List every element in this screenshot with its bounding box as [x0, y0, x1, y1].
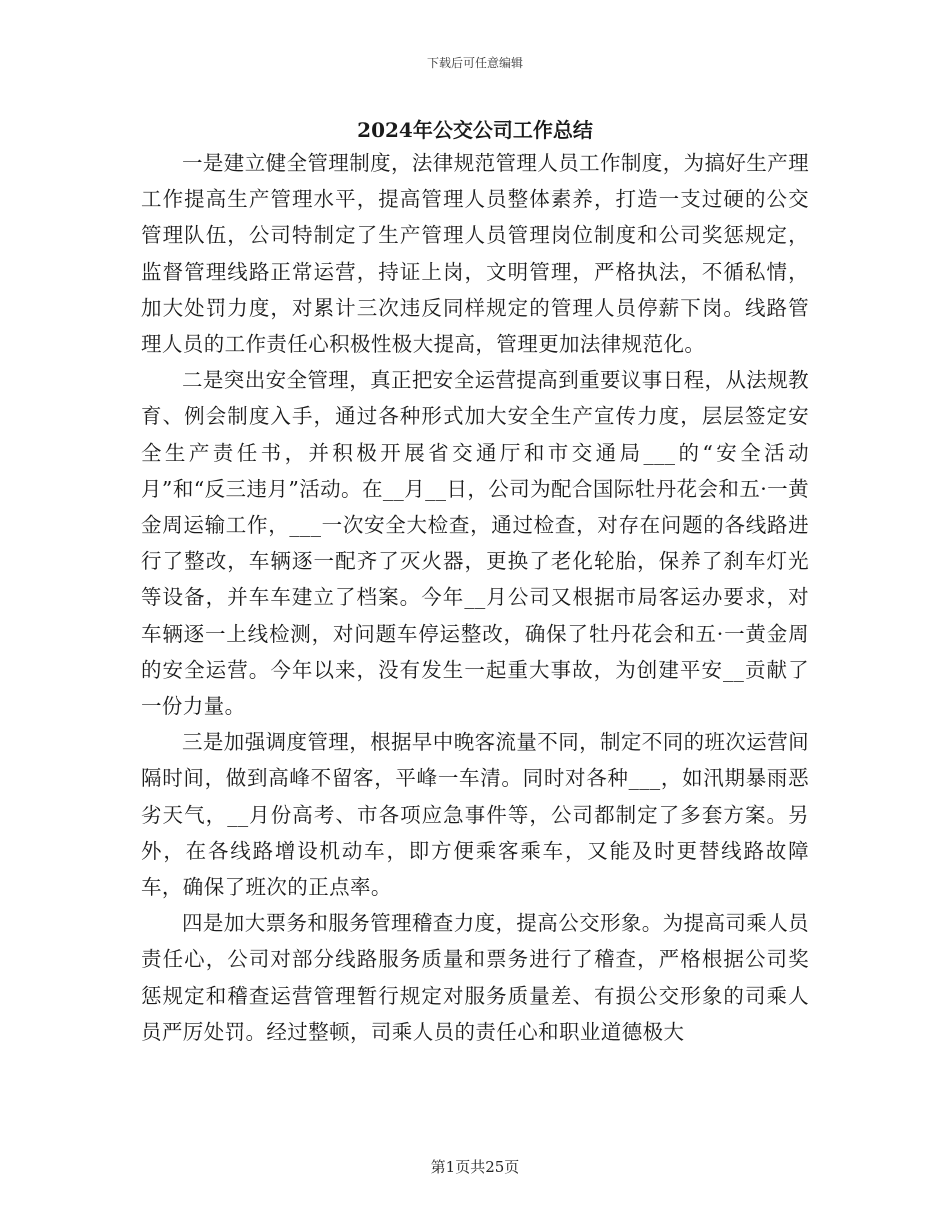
page-footer: 第1页共25页: [430, 1158, 520, 1176]
document-body: [141, 145, 809, 1050]
document-title: 2024年公交公司工作总结: [357, 118, 593, 142]
paragraph-dispatch-management: 三是加强调度管理，根据早中晚客流量不同，制定不同的班次运营间隔时间，做到高峰不留客，平峰一车清。同时对各种___，如汛期暴雨恶劣天气，__月份高考、市各项应急事件等，公司都制定了多套方案。另外，在各线路增设机动车，即方便乘客乘车，又能及时更替线路故障车，确保了班次的正点率。: [141, 730, 809, 900]
paragraph-safety-management: 二是突出安全管理，真正把安全运营提高到重要议事日程，从法规教育、例会制度入手，通过各种形式加大安全生产宣传力度，层层签定安全生产责任书，并积极开展省交通厅和市交通局___的“安全活动月”和“反三违月”活动。在__月__日，公司为配合国际牡丹花会和五·一黄金周运输工作，___一次安全大检查，通过检查，对存在问题的各线路进行了整改，车辆逐一配齐了灭火器，更换了老化轮胎，保养了刹车灯光等设备，并车车建立了档案。今年__月公司又根据市局客运办要求，对车辆逐一上线检测，对问题车停运整改，确保了牡丹花会和五·一黄金周的安全运营。今年以来，没有发生一起重大事故，为创建平安__贡献了一份力量。: [141, 368, 809, 719]
paragraph-management-system: 一是建立健全管理制度，法律规范管理人员工作制度，为搞好生产理工作提高生产管理水平，提高管理人员整体素养，打造一支过硬的公交管理队伍，公司特制定了生产管理人员管理岗位制度和公司奖惩规定，监督管理线路正常运营，持证上岗，文明管理，严格执法，不循私情，加大处罚力度，对累计三次违反同样规定的管理人员停薪下岗。线路管理人员的工作责任心积极性极大提高，管理更加法律规范化。: [141, 151, 809, 357]
paragraph-ticket-service: 四是加大票务和服务管理稽查力度，提高公交形象。为提高司乘人员责任心，公司对部分线路服务质量和票务进行了稽查，严格根据公司奖惩规定和稽查运营管理暂行规定对服务质量差、有损公交形象的司乘人员严厉处罚。经过整顿，司乘人员的责任心和职业道德极大: [141, 911, 809, 1044]
page-header: 下载后可任意编辑: [426, 56, 523, 70]
